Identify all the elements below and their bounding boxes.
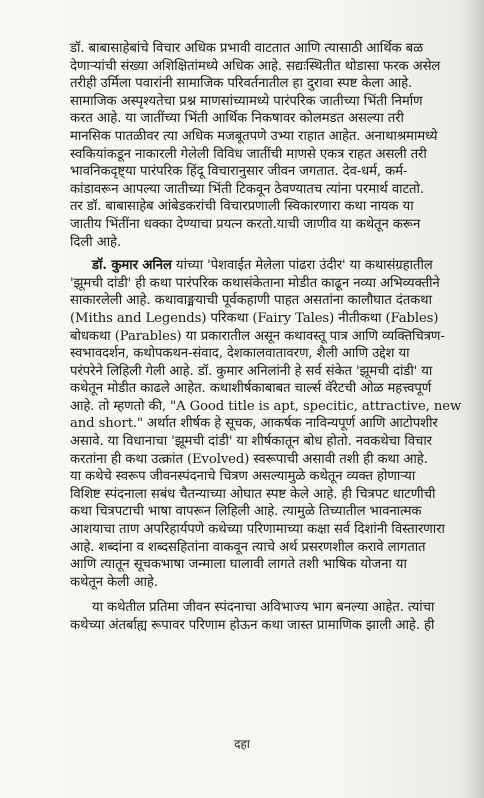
text-line: स्वभावदर्शन, कथोपकथन-संवाद, देशकालवातावरण, शैली आणि उद्देश या [70,346,410,362]
text-line: साकारलेली आहे. कथावाङ्मयाची पूर्वकहाणी पाहत असतांना कालौघात दंतकथा [70,293,432,309]
text-line: असावे. या विधानाचा 'झूमची दांडी' या शीर्षकातून बोध होतो. नवकथेचा विचार [70,434,432,450]
text-line: कथेतून केली आहे. [70,574,158,590]
text-line: तर डॉ. बाबासाहेब आंबेडकरांची विचारप्रणाली स्विकारणारा कथा नायक या [70,199,414,215]
text-line: आहे. शब्दांना व शब्दसहितांना वाकवून त्याचे अर्थ प्रसरणशील करावे लागतात [70,539,426,555]
text-line: डॉ. बाबासाहेबांचे विचार अधिक प्रभावी वाटतात आणि त्यासाठी आर्थिक बळ [70,41,423,56]
page-body [70,40,470,635]
text-line: कथा चित्रपटाची भाषा वापरून लिहिली आहे. त्यामुळे तिच्यातील भावनात्मक [70,504,422,520]
text-line: 'झूमची दांडी' ही कथा पारंपरिक कथासंकेताना मोडीत काढून नव्या अभिव्यक्तीने [70,275,440,291]
text-line: (Miths and Legends) परिकथा (Fairy Tales) नीतीकथा (Fables) [70,310,439,326]
text-line: सामाजिक अस्पृश्यतेचा प्रश्न माणसांच्यामध्ये पारंपरिक जातीच्या भिंती निर्माण [70,93,423,109]
text-line: कथेच्या अंतर्बाह्य रूपावर परिणाम होऊन कथा जास्त प्रामाणिक झाली आहे. ही [70,618,435,633]
text-line: आहे. तो म्हणतो की, "A Good title is apt, specitic, attractive, new [70,398,462,414]
text-line: करतांना ही कथा उत्क्रांत (Evolved) स्वरूपाची असावी तशी ही कथा आहे. [70,451,428,467]
text-line: कांडावरून आपल्या जातीच्या भिंती टिकवून ठेवण्यातच त्यांना परमार्थ वाटतो. [70,181,424,197]
author-name: डॉ. कुमार अनिल [92,258,172,274]
text-line: मानसिक पातळीवर त्या अधिक मजबूतपणे उभ्या राहात आहेत. अनाथाश्रमामध्ये [70,128,438,144]
text-line: या कथेतील प्रतिमा जीवन स्पंदनाचा अविभाज्य भाग बनल्या आहेत. त्यांचा [92,600,435,616]
text-line [70,257,470,275]
text-line: विशिष्ट स्पंदनाला सबंध चैतन्याच्या ओघात स्पष्ट केले आहे. ही चित्रपट धाटणीची [70,486,436,502]
text-line: जातीय भिंतींना धक्का देण्याचा प्रयत्न करतो.याची जाणीव या कथेतून करून [70,216,421,232]
text-line: या कथेचे स्वरूप जीवनस्पंदनाचे चित्रण असल्यामुळे कथेतून व्यक्त होणाऱ्या [70,469,416,485]
text-line-rest: यांच्या 'पेशवाईत मेलेला पांढरा उंदीर' या कथासंग्रहातील [171,258,433,274]
page-number: दहा [234,737,250,751]
text-line: आशयाचा ताण अपरिहार्यपणे कथेच्या परिणामाच्या कक्षा सर्व दिशांनी विस्तारणारा [70,522,445,538]
text-line: स्वकियांकडून नाकारली गेलेली विविध जातींची माणसे एकत्र राहत असली तरी [70,146,427,162]
page-edge-shadow [468,0,484,798]
text-line: and short." अर्थात शीर्षक हे सूचक, आकर्षक नाविन्यपूर्ण आणि आटोपशीर [70,416,438,432]
text-line: बोधकथा (Parables) या प्रकारातील असून कथावस्तू पात्र आणि व्यक्तिचित्रण- [70,328,445,344]
paragraph-3 [70,599,470,634]
text-line: तरीही उर्मिला पवारांनी सामाजिक परिवर्तनातील हा दुरावा स्पष्ट केला आहे. [70,76,413,92]
text-line: परंपरेने लिहिली गेली आहे. डॉ. कुमार अनिलांनी हे सर्व संकेत 'झूमची दांडी' या [70,363,433,379]
text-line: आणि त्यातून सूचकभाषा जन्माला घालावी लागते तशी भाषिक योजना या [70,557,407,573]
text-line: करत आहे. या जातींच्या भिंती आर्थिक निकषावर कोलमडत असल्या तरी [70,111,404,127]
text-line: देणाऱ्यांची संख्या अशिक्षितांमध्ये अधिक आहे. सद्यःस्थितीत थोडासा फरक असेल [70,58,441,74]
paragraph-2 [70,257,470,591]
text-line: भावनिकदृष्ट्या पारंपरिक हिंदू विचारानुसार जीवन जगतात. देव-धर्म, कर्म- [70,164,408,180]
text-line: कथेतून मोडीत काढले आहेत. कथाशीर्षकाबाबत चार्ल्स वॅरेटची ओळ महत्त्वपूर्ण [70,381,432,397]
paragraph-1 [70,40,470,251]
text-line: दिली आहे. [70,234,122,250]
paragraph-gap [70,591,470,599]
